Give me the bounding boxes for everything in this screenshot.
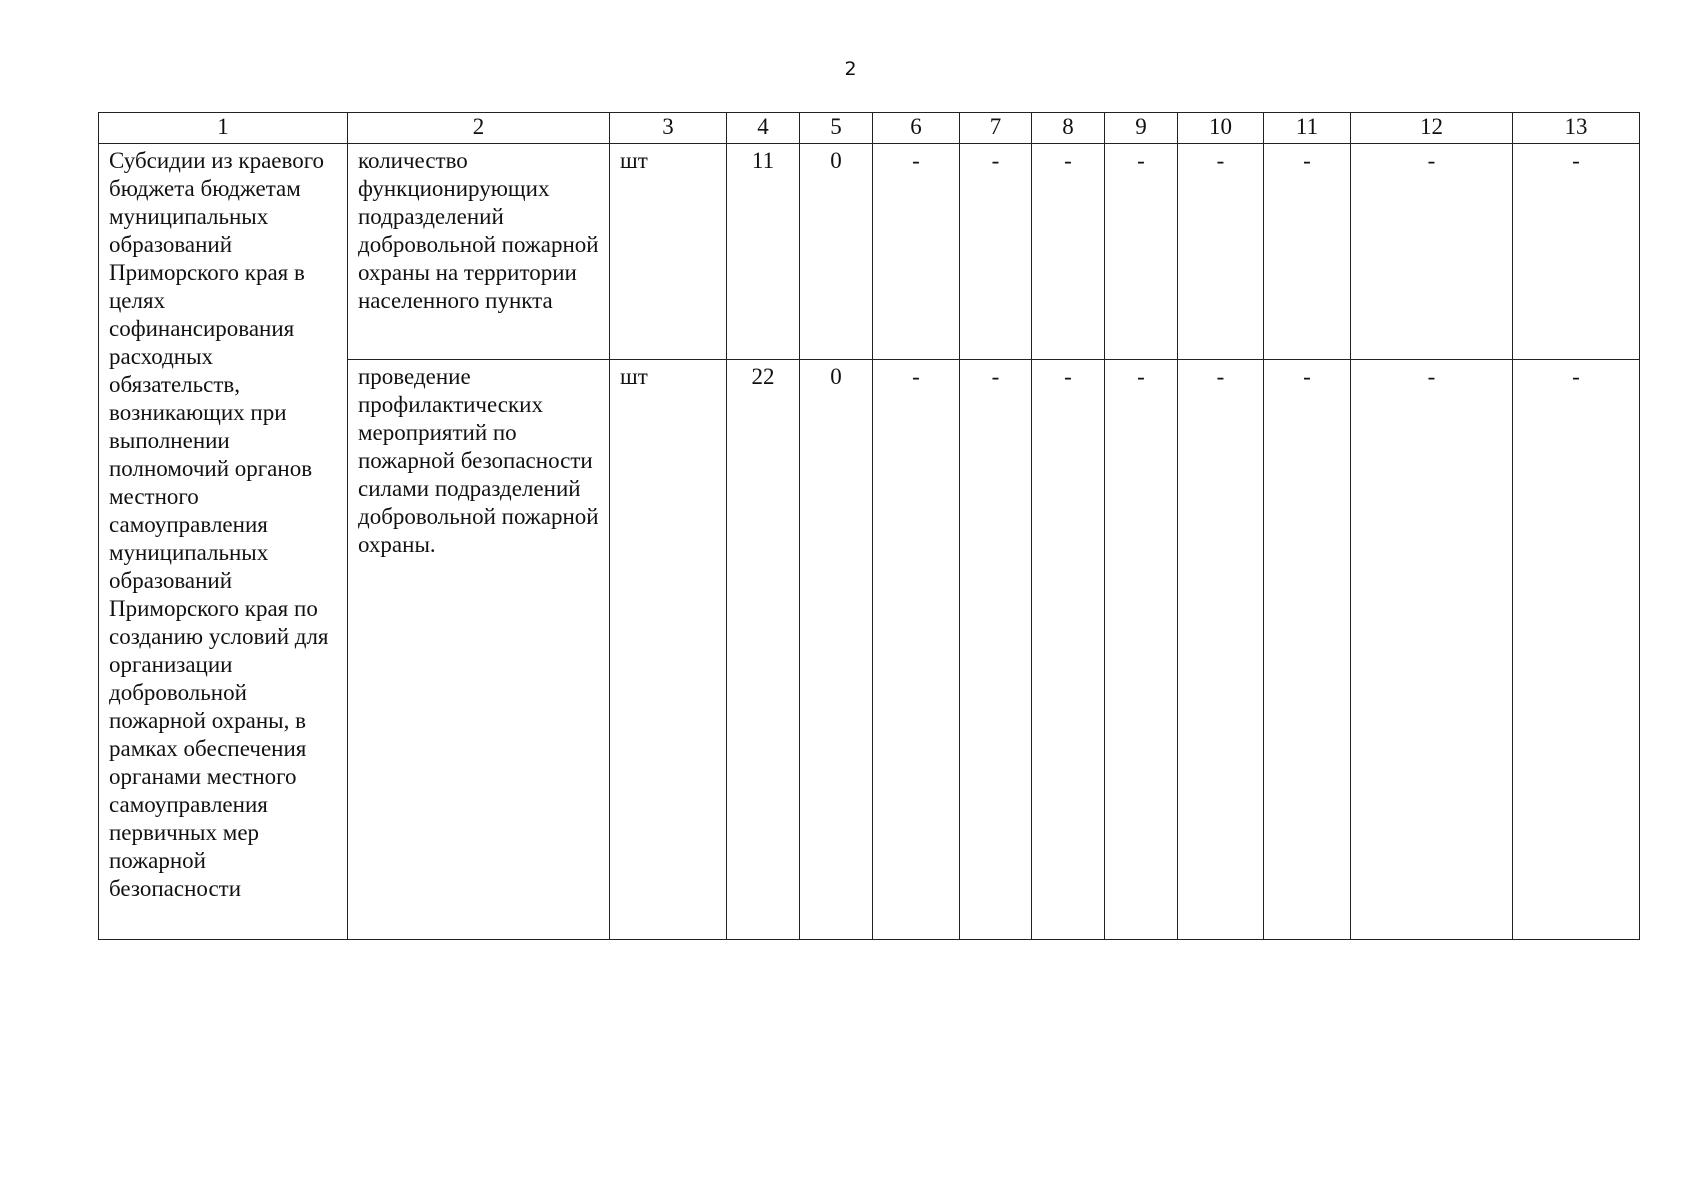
header-cell: 4 <box>727 113 800 144</box>
table-row <box>99 144 1640 360</box>
header-cell: 9 <box>1105 113 1178 144</box>
value-cell: - <box>1264 144 1351 360</box>
unit-cell: шт <box>610 360 727 940</box>
header-cell: 5 <box>800 113 873 144</box>
value-cell: - <box>960 360 1032 940</box>
value-cell: - <box>1513 144 1640 360</box>
value-cell: 11 <box>727 144 800 360</box>
program-description-cell: Субсидии из краевого бюджета бюджетам муниципальных образований Приморского края в целях софинансирования расходных обязательств, возникающих при выполнении полномочий органов местного самоуправления муниципальных образований Приморского края по созданию условий для организации добровольной пожарной охраны, в рамках обеспечения органами местного самоуправления первичных мер пожарной безопасности <box>99 144 348 940</box>
header-cell: 11 <box>1264 113 1351 144</box>
value-cell: - <box>1178 360 1264 940</box>
header-cell: 6 <box>873 113 960 144</box>
value-cell: - <box>873 360 960 940</box>
value-cell: - <box>1351 144 1513 360</box>
value-cell: - <box>960 144 1032 360</box>
page-number: 2 <box>844 58 857 80</box>
value-cell: - <box>1513 360 1640 940</box>
table-header-row <box>99 113 1640 144</box>
header-cell: 7 <box>960 113 1032 144</box>
indicators-table <box>98 112 1640 940</box>
value-cell: 0 <box>800 360 873 940</box>
value-cell: - <box>873 144 960 360</box>
value-cell: - <box>1178 144 1264 360</box>
value-cell: - <box>1032 144 1105 360</box>
header-cell: 1 <box>99 113 348 144</box>
value-cell: - <box>1032 360 1105 940</box>
header-cell: 13 <box>1513 113 1640 144</box>
indicator-cell: проведение профилактических мероприятий по пожарной безопасности силами подразделений добровольной пожарной охраны. <box>348 360 610 940</box>
value-cell: - <box>1264 360 1351 940</box>
value-cell: 0 <box>800 144 873 360</box>
value-cell: - <box>1351 360 1513 940</box>
header-cell: 8 <box>1032 113 1105 144</box>
header-cell: 3 <box>610 113 727 144</box>
indicator-cell: количество функционирующих подразделений добровольной пожарной охраны на территории населенного пункта <box>348 144 610 360</box>
header-cell: 12 <box>1351 113 1513 144</box>
value-cell: - <box>1105 144 1178 360</box>
unit-cell: шт <box>610 144 727 360</box>
header-cell: 10 <box>1178 113 1264 144</box>
value-cell: 22 <box>727 360 800 940</box>
header-cell: 2 <box>348 113 610 144</box>
value-cell: - <box>1105 360 1178 940</box>
